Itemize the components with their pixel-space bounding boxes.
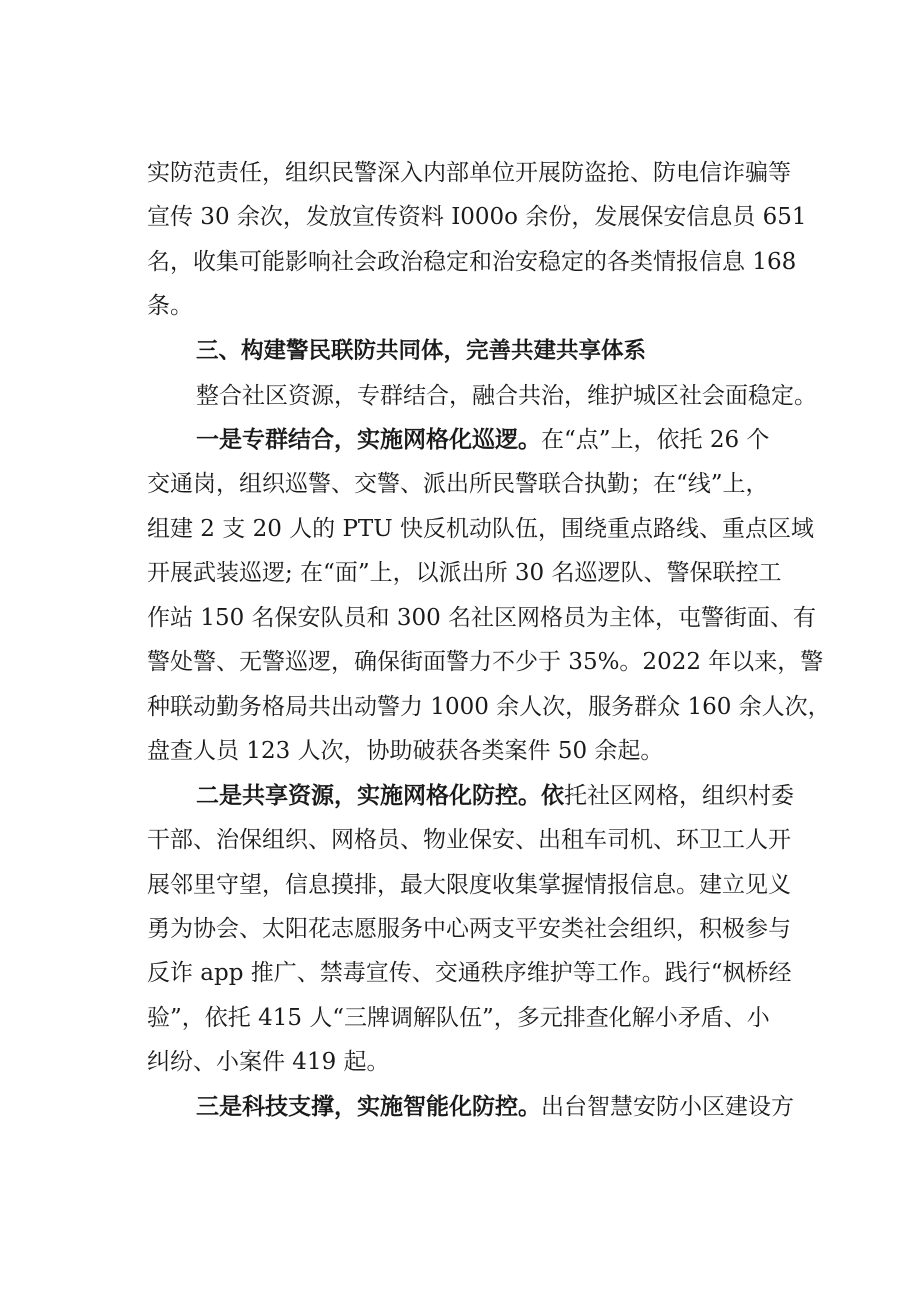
- paragraph-line: 条。: [147, 293, 193, 319]
- paragraph-line: 宣传 30 余次，发放宣传资料 I000o 余份，发展保安信息员 651: [147, 204, 807, 230]
- paragraph-line: 纠纷、小案件 419 起。: [147, 1049, 390, 1075]
- item1-first-line: [196, 420, 769, 460]
- paragraph-line: 组建 2 支 20 人的 PTU 快反机动队伍，围绕重点路线、重点区域: [147, 516, 814, 542]
- item3-first-line: [196, 1087, 794, 1127]
- paragraph-line: 作站 150 名保安队员和 300 名社区网格员为主体，屯警街面、有: [147, 605, 817, 631]
- paragraph-line: 开展武装巡逻; 在“面”上，以派出所 30 名巡逻队、警保联控工: [147, 560, 782, 586]
- section-heading: 三、构建警民联防共同体，完善共建共享体系: [196, 338, 647, 364]
- paragraph-line: 实防范责任，组织民警深入内部单位开展防盗抢、防电信诈骗等: [147, 160, 791, 186]
- paragraph-line: 干部、治保组织、网格员、物业保安、出租车司机、环卫工人开: [147, 827, 791, 853]
- section-intro: 整合社区资源，专群结合，融合共治，维护城区社会面稳定。: [196, 383, 817, 409]
- paragraph-line: 名，收集可能影响社会政治稳定和治安稳定的各类情报信息 168: [147, 249, 797, 275]
- item1-first-line-rest: 在“点”上，依托 26 个: [541, 427, 770, 453]
- paragraph-line: 展邻里守望，信息摸排，最大限度收集掌握情报信息。建立见义: [147, 872, 791, 898]
- paragraph-line: 验”，依托 415 人“三牌调解队伍”，多元排查化解小矛盾、小: [147, 1005, 770, 1031]
- paragraph-line: 交通岗，组织巡警、交警、派出所民警联合执勤；在“线”上，: [147, 471, 769, 497]
- item3-lead: 三是科技支撑，实施智能化防控。: [196, 1094, 541, 1120]
- item3-first-line-rest: 出台智慧安防小区建设方: [541, 1094, 794, 1120]
- item2-first-line-rest: 托社区网格，组织村委: [564, 783, 794, 809]
- item1-lead: 一是专群结合，实施网格化巡逻。: [196, 427, 541, 453]
- paragraph-line: 警处警、无警巡逻，确保街面警力不少于 35%。2022 年以来，警: [147, 649, 824, 675]
- paragraph-line: 反诈 app 推广、禁毒宣传、交通秩序维护等工作。践行“枫桥经: [147, 960, 792, 986]
- paragraph-line: 勇为协会、太阳花志愿服务中心两支平安类社会组织，积极参与: [147, 916, 791, 942]
- item2-first-line: [196, 776, 794, 816]
- paragraph-line: 盘查人员 123 人次，协助破获各类案件 50 余起。: [147, 738, 664, 764]
- item2-lead: 二是共享资源，实施网格化防控。依: [196, 783, 564, 809]
- paragraph-line: 种联动勤务格局共出动警力 1000 余人次，服务群众 160 余人次，: [147, 694, 831, 720]
